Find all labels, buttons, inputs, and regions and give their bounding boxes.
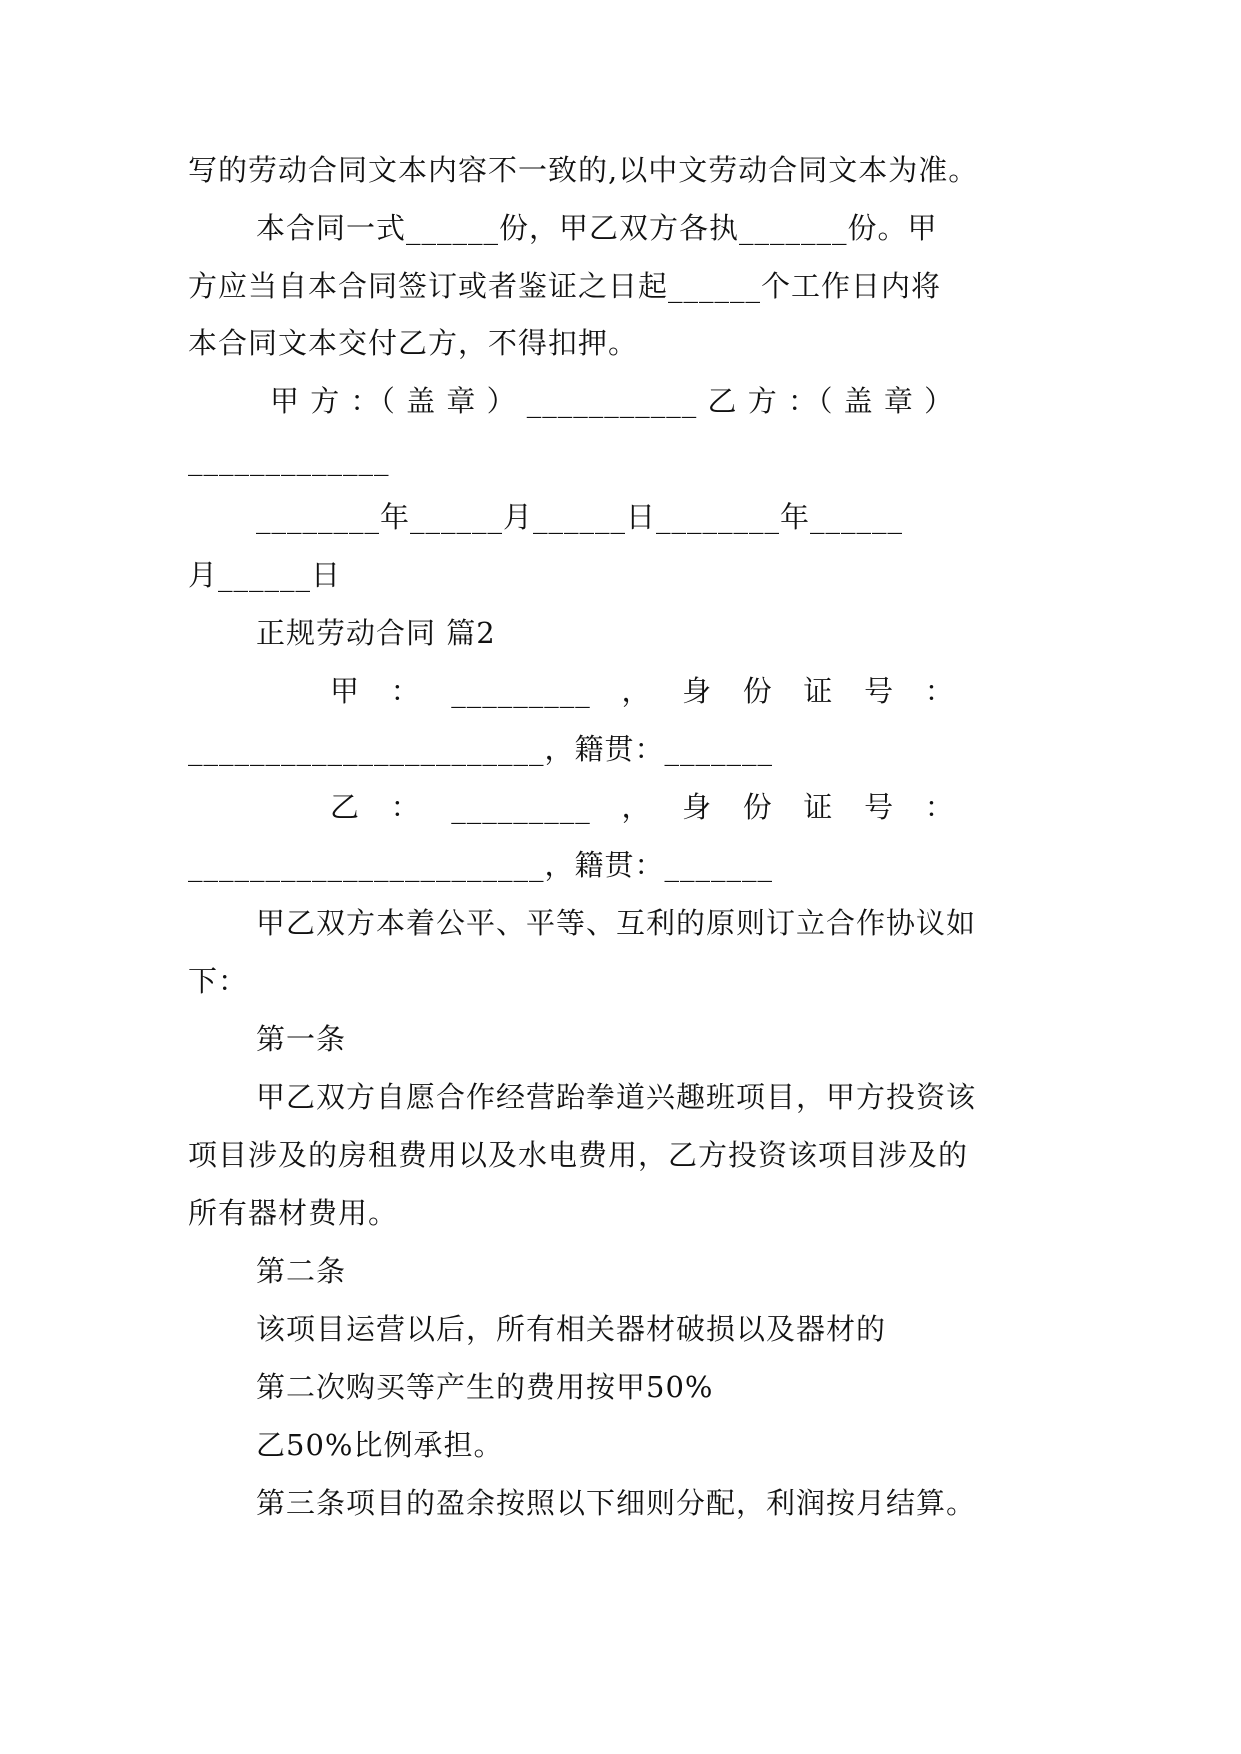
paragraph-line: 下： <box>188 964 249 998</box>
paragraph-line: 该项目运营以后，所有相关器材破损以及器材的 <box>256 1312 887 1346</box>
paragraph-line: 甲乙双方本着公平、平等、互利的原则订立合作协议如 <box>256 906 977 940</box>
signature-line: 甲 方 ：（ 盖 章 ） ___________ 乙 方 ：（ 盖 章 ） <box>270 384 955 418</box>
paragraph-line: 项目涉及的房租费用以及水电费用，乙方投资该项目涉及的 <box>188 1138 969 1172</box>
paragraph-line: 第二次购买等产生的费用按甲50% <box>256 1370 714 1404</box>
article-heading: 第一条 <box>256 1022 347 1056</box>
party-b-id-line: _______________________，籍贯：_______ <box>188 848 774 882</box>
party-a-id-line: _______________________，籍贯：_______ <box>188 732 774 766</box>
party-a-line: 甲 ： _________ ， 身 份 证 号 ： <box>330 674 955 708</box>
date-line: 月______日 <box>188 558 342 592</box>
paragraph-line: 乙50%比例承担。 <box>256 1428 504 1462</box>
paragraph-line: 方应当自本合同签订或者鉴证之日起______个工作日内将 <box>188 269 942 303</box>
section-title: 正规劳动合同 篇2 <box>256 616 496 650</box>
paragraph-line: 本合同一式______份，甲乙双方各执_______份。甲 <box>256 211 938 245</box>
article-heading: 第二条 <box>256 1254 347 1288</box>
paragraph-line: 所有器材费用。 <box>188 1196 399 1230</box>
blank-line: _____________ <box>188 442 390 476</box>
paragraph-line: 写的劳动合同文本内容不一致的,以中文劳动合同文本为准。 <box>188 153 979 187</box>
party-b-line: 乙 ： _________ ， 身 份 证 号 ： <box>330 790 955 824</box>
paragraph-line: 甲乙双方自愿合作经营跆拳道兴趣班项目，甲方投资该 <box>256 1080 977 1114</box>
date-line: ________年______月______日________年______ <box>256 500 904 534</box>
paragraph-line: 本合同文本交付乙方，不得扣押。 <box>188 326 639 360</box>
paragraph-line: 第三条项目的盈余按照以下细则分配，利润按月结算。 <box>256 1486 977 1520</box>
